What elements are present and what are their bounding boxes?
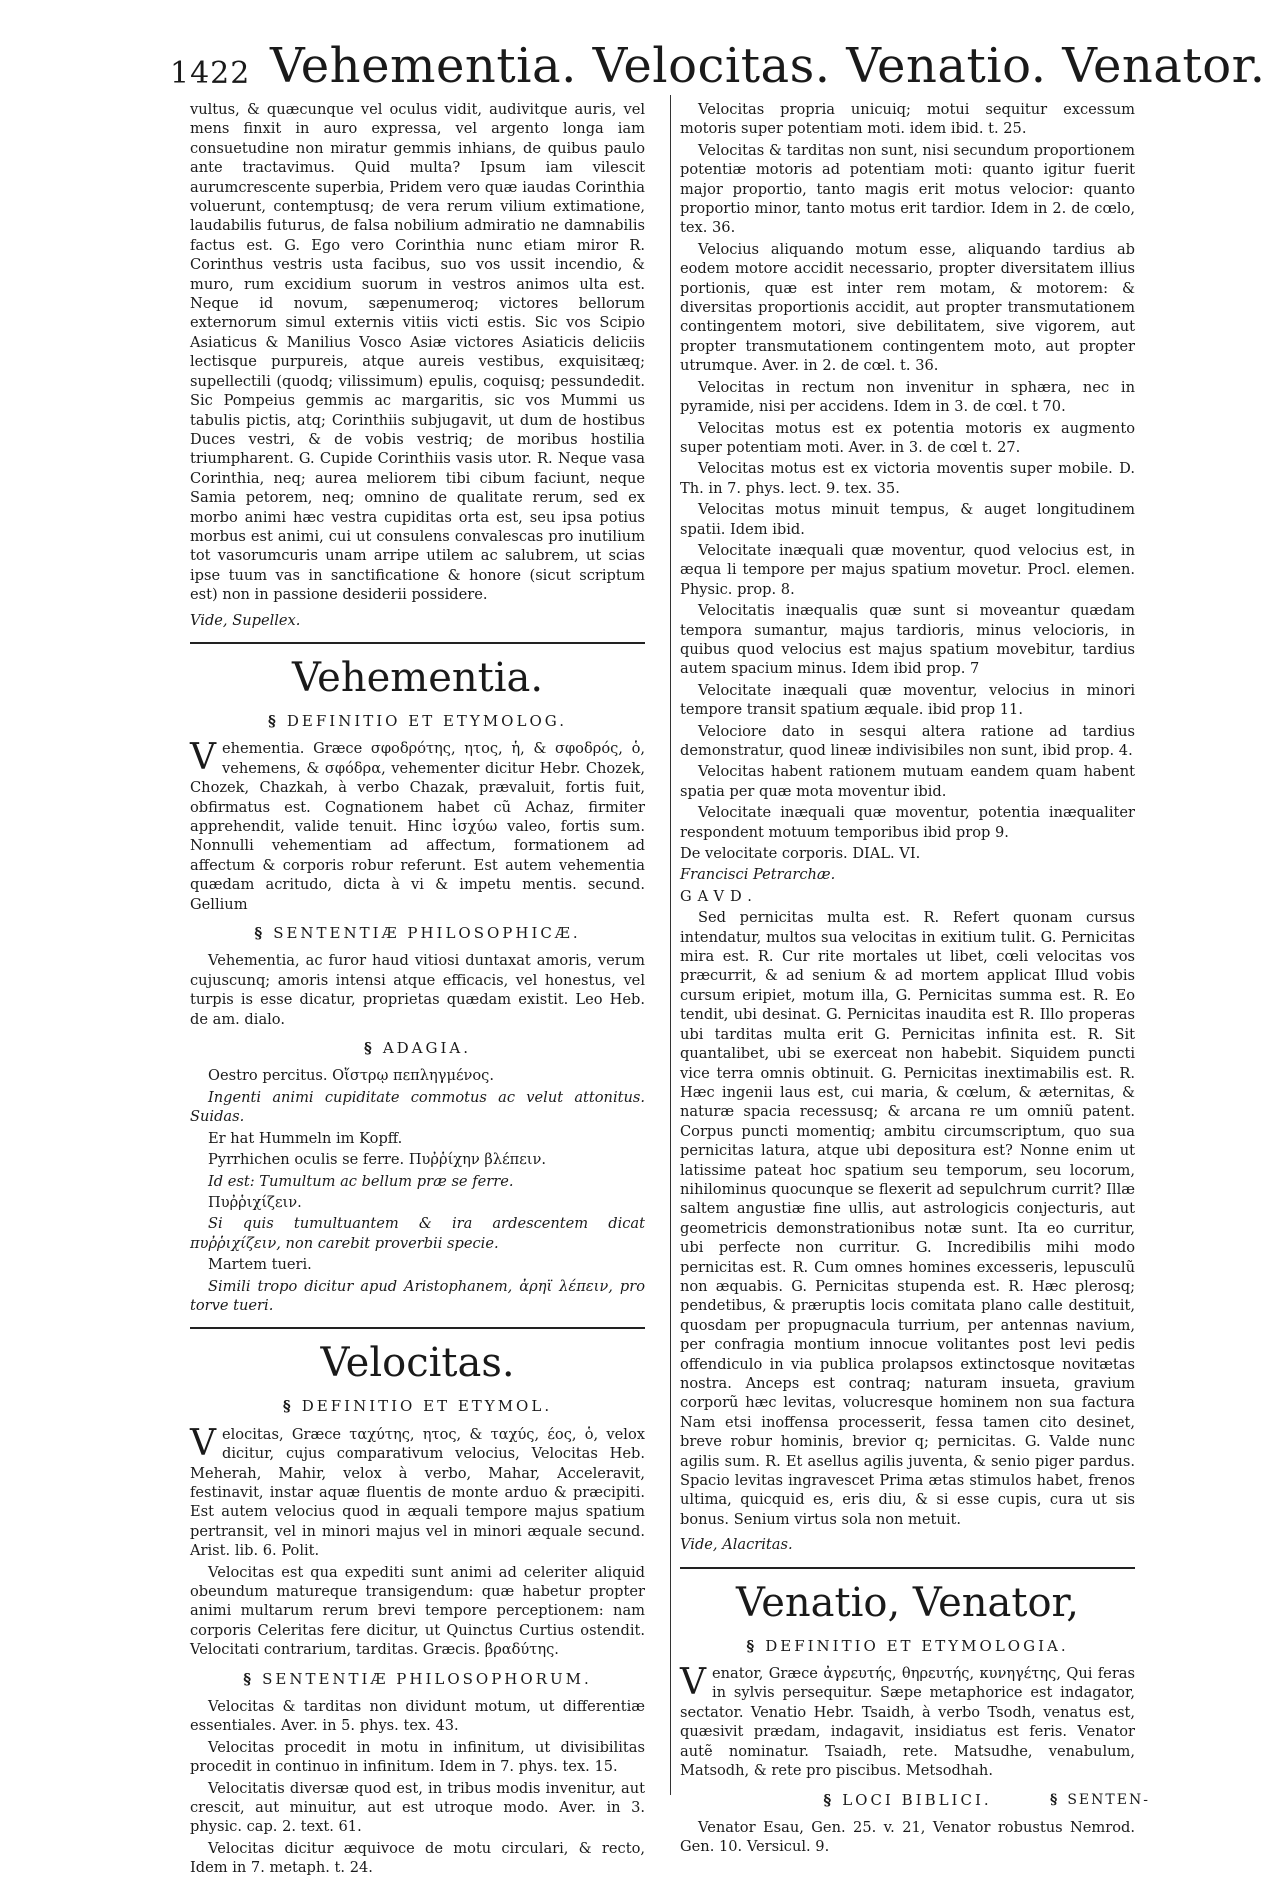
sentence-paragraph: Velocitas habent rationem mutuam eandem quam habent spatia per quæ mota moventur ibid. bbox=[680, 763, 1135, 800]
dialogue-paragraph: Sed pernicitas multa est. R. Refert quonam cursus intendatur, multos sua velocitas in exitium tulit. G. Pernicitas mira est. R. Cur rite mortales ut libet, cœli velocitas vos præcurrit, & ad senium & ad mortem applicat Illud vobis cursum eripiet, motum illa, G. Pernicitas summa est. R. Eo tendit, ubi desinat. G. Pernicitas inaudita est R. Illo properas ubi tarditas multa erit G. Pernicitas infinita est. R. Sit quantalibet, ubi se exerceat non habebit. Siquidem puncti vice terra omnis obtinuit. G. Pernicitas inextimabilis est. R. Hæc ingenii laus est, cui maria, & cœlum, & æternitas, & naturæ spacia recessusq; & arcana re um omniũ patent. Corpus puncti momentiq; ambitu circumscriptum, quo sua pernicitas latura, atque ubi depositura est? Nonne enim ut latissime pateat hoc spatium seu temporum, seu locorum, nihilominus quocunque se flexerit ad sepulchrum currit? Illæ saltem angustiæ fine ullis, aut astrologicis conjecturis, aut geometricis demonstrationibus notæ sunt. Ita eo curritur, ubi perfecte non curritur. G. Incredibilis mihi modo pernicitas est. R. Cum omnes homines excesseris, lepusculũ non æquabis. G. Pernicitas stupenda est. R. Hæc plerosq; pendetibus, & præruptis locis comitata plano calle destituit, quosdam per propugnacula turrium, per antennas navium, per confragia montium innocue volitantes post levi pedis offendiculo in via publica prolapsos extinctosque novitætas nostra. Anceps est contraq; naturam insueta, gravium corporũ hæc levitas, volucresque hominem non sua factura Nam etsi inoffensa processerit, fessa tamen cito desinet, breve robur hominis, brevior q; pernicitas. G. Valde nunc agilis sum. R. Et asellus agilis juventa, & senio piger pardus. Spacio levitas ingravescet Prima ætas stimulos habet, frenos ultima, quicquid es, eris diu, & si esse cupis, cura ut sis bonus. Senium virtus sola non metuit. bbox=[680, 909, 1135, 1528]
cross-reference: Vide, Supellex. bbox=[190, 611, 301, 629]
section-title-venatio: Venatio, Venator, bbox=[736, 1579, 1079, 1626]
dialogue-speaker: GAVD. bbox=[680, 887, 758, 905]
pilcrow-icon: § bbox=[243, 1669, 255, 1688]
section-rule bbox=[190, 1327, 645, 1329]
pilcrow-icon: § bbox=[282, 1397, 294, 1416]
section-rule bbox=[190, 642, 645, 644]
sentence-paragraph: Velocitas motus est ex potentia motoris ex augmento super potentiam moti. Aver. in 3. de cœl t. 27. bbox=[680, 419, 1135, 456]
sentence-paragraph: Velocitatis inæqualis quæ sunt si moveantur quædam tempora sumantur, majus tardioris, minus velocioris, in quibus quod velocius est majus spatium movebitur, tardius autem spacium minus. Idem ibid prop. 7 bbox=[680, 602, 1135, 678]
definition-paragraph: Velocitas, Græce ταχύτης, ητος, & ταχύς, έος, ὁ, velox dicitur, cujus comparativum velocius, Velocitas Heb. Meherah, Mahir, velox à verbo, Mahar, Acceleravit, festinavit, instar aquæ fluentis de monte arduo & præcipiti. Est autem velocius quod in æquali tempore majus spatium pertransit, vel in minori majus vel in minori æquale secund. Arist. lib. 6. Polit. bbox=[190, 1422, 645, 1560]
adage-line: Si quis tumultuantem & ira ardescentem dicat πυῤῥιχίζειν, non carebit proverbii specie. bbox=[190, 1215, 645, 1252]
subhead-sententiae: § SENTENTIÆ PHILOSOPHORUM. bbox=[243, 1669, 592, 1688]
sentence-paragraph: Vehementia, ac furor haud vitiosi duntaxat amoris, verum cujuscunq; amoris intensi atque efficacis, vel honestus, vel turpis is esse dicatur, proprietas quædam existit. Leo Heb. de am. dialo. bbox=[190, 952, 645, 1028]
sentence-paragraph: Velocitate inæquali quæ moventur, velocius in minori tempore transit spatium æquale. ibid prop 11. bbox=[680, 681, 1135, 719]
sentence-paragraph: Velocitas & tarditas non dividunt motum, ut differentiæ essentiales. Aver. in 5. phys. tex. 43. bbox=[190, 1698, 645, 1735]
sentence-paragraph: Velocitas procedit in motu in infinitum, ut divisibilitas procedit in continuo in infinitum. Idem in 7. phys. tex. 15. bbox=[190, 1738, 645, 1776]
subhead-sententiae: § SENTENTIÆ PHILOSOPHICÆ. bbox=[254, 924, 581, 943]
sentence-paragraph: Velocitas propria unicuiq; motui sequitur excessum motoris super potentiam moti. idem ibid. t. 25. bbox=[680, 101, 1135, 138]
subhead-definitio: § DEFINITIO ET ETYMOLOG. bbox=[268, 711, 567, 730]
sentence-paragraph: Velociore dato in sesqui altera ratione ad tardius demonstratur, quod lineæ indivisibiles non sunt, ibid prop. 4. bbox=[680, 722, 1135, 759]
biblical-reference: Venator Esau, Gen. 25. v. 21, Venator robustus Nemrod. Gen. 10. Versicul. 9. bbox=[680, 1818, 1135, 1856]
section-title-vehementia: Vehementia. bbox=[291, 654, 544, 701]
sentence-paragraph: Velocitatis diversæ quod est, in tribus modis invenitur, aut crescit, aut minuitur, aut est utroque modo. Aver. in 3. physic. cap. 2. text. 61. bbox=[190, 1779, 645, 1836]
subhead-loci-biblici: § LOCI BIBLICI. bbox=[823, 1790, 992, 1809]
pilcrow-icon: § bbox=[254, 924, 266, 943]
adage-line: Oestro percitus. Οἴστρῳ πεπληγμένος. bbox=[208, 1067, 494, 1085]
column-divider bbox=[670, 95, 671, 1795]
section-title-velocitas: Velocitas. bbox=[320, 1340, 515, 1387]
adage-line: Simili tropo dicitur apud Aristophanem, ἀρηϊ λέπειν, pro torve tueri. bbox=[190, 1277, 645, 1314]
sentence-paragraph: Velocitas motus est ex victoria moventis super mobile. D. Th. in 7. phys. lect. 9. tex. 35. bbox=[680, 460, 1135, 497]
subhead-definitio: § DEFINITIO ET ETYMOLOGIA. bbox=[746, 1636, 1069, 1655]
definition-paragraph: Velocitas est qua expediti sunt animi ad celeriter aliquid obeundum matureque transigendum: quæ habetur propter animi multarum rerum brevi tempore perceptionem: nam corporis Celeritas fere dicitur, ut Quinctus Curtius ostendit. Velocitati contrarium, tarditas. Græcis. βραδύτης. bbox=[190, 1563, 645, 1659]
pilcrow-icon: § bbox=[1050, 1792, 1060, 1808]
pilcrow-icon: § bbox=[268, 711, 279, 730]
subhead-adagia: § ADAGIA. bbox=[363, 1039, 472, 1058]
section-rule bbox=[680, 1567, 1135, 1569]
running-head: Vehementia. Velocitas. Venatio. Venator. bbox=[270, 38, 1266, 94]
sentence-paragraph: Velocitate inæquali quæ moventur, potentia inæqualiter respondent motuum temporibus ibid prop 9. bbox=[680, 804, 1135, 841]
sentence-paragraph: Velocitate inæquali quæ moventur, quod velocius est, in æqua li tempore per majus spatium movetur. Procl. elemen. Physic. prop. 8. bbox=[680, 541, 1135, 598]
right-column bbox=[680, 100, 1135, 1859]
catchword: § SENTEN- bbox=[1050, 1792, 1150, 1808]
adage-line: Ingenti animi cupiditate commotus ac velut attonitus. Suidas. bbox=[190, 1088, 645, 1126]
sentence-paragraph: Velocius aliquando motum esse, aliquando tardius ab eodem motore accidit necessario, propter diversitatem illius portionis, quæ est inter rem motam, & motorem: & diversitas proportionis accidit, aut propter transmutationem contingentem motori, sive debilitatem, sive vigorem, aut propter transmutationem contingentem moto, aut propter utrumque. Aver. in 2. de cœl. t. 36. bbox=[680, 240, 1135, 375]
pilcrow-icon: § bbox=[363, 1039, 375, 1058]
dialogue-author: Francisci Petrarchæ. bbox=[680, 866, 836, 884]
adage-line: Pyrrhichen oculis se ferre. Πυῤῥίχην βλέπειν. bbox=[208, 1151, 547, 1169]
sentence-paragraph: Velocitas dicitur æquivoce de motu circulari, & recto, Idem in 7. metaph. t. 24. bbox=[190, 1839, 645, 1877]
definition-paragraph: Venator, Græce ἀγρευτής, θηρευτής, κυνηγέτης, Qui feras in sylvis persequitur. Sæpe metaphorice est indagator, sectator. Venatio Hebr. Tsaidh, à verbo Tsodh, venatus est, quæsivit prædam, indagavit, insidiatus est feris. Venator autẽ nominatur. Tsaiadh, rete. Matsudhe, venabulum, Matsodh, & rete pro piscibus. Metsodhah. bbox=[680, 1662, 1135, 1780]
pilcrow-icon: § bbox=[823, 1790, 835, 1809]
adage-line: Id est: Tumultum ac bellum præ se ferre. bbox=[208, 1172, 514, 1190]
adage-line: Martem tueri. bbox=[208, 1256, 312, 1274]
page-number: 1422 bbox=[170, 56, 251, 91]
sentence-paragraph: Velocitas in rectum non invenitur in sphæra, nec in pyramide, nisi per accidens. Idem in 3. de cœl. t 70. bbox=[680, 378, 1135, 416]
definition-paragraph: Vehementia. Græce σφοδρότης, ητος, ἡ, & σφοδρός, ὁ, vehemens, & σφόδρα, vehementer dicitur Hebr. Chozek, Chozek, Chazkah, à verbo Chazak, prævaluit, fortis fuit, obfirmatus est. Cognationem habet cũ Achaz, firmiter apprehendit, valide tenuit. Hinc ἰσχύω valeo, fortis sum. Nonnulli vehementiam ad affectum, formationem ad affectum & corporis robur referunt. Est autem vehementia quædam acritudo, dicta à vi & impetu mentis. secund. Gellium bbox=[190, 737, 645, 913]
subhead-definitio: § DEFINITIO ET ETYMOL. bbox=[282, 1397, 553, 1416]
dialogue-heading: De velocitate corporis. DIAL. VI. bbox=[680, 845, 921, 863]
sentence-paragraph: Velocitas & tarditas non sunt, nisi secundum proportionem potentiæ motoris ad potentiam moti: quanto igitur fuerit major proportio, tanto magis erit motus velocior: quanto proportio minor, tanto motus erit tardior. Idem in 2. de cœlo, tex. 36. bbox=[680, 141, 1135, 237]
cross-reference: Vide, Alacritas. bbox=[680, 1536, 793, 1554]
sentence-paragraph: Velocitas motus minuit tempus, & auget longitudinem spatii. Idem ibid. bbox=[680, 501, 1135, 538]
pilcrow-icon: § bbox=[746, 1636, 758, 1655]
intro-paragraph: vultus, & quæcunque vel oculus vidit, audivitque auris, vel mens finxit in auro expressa, vel argento longa iam consuetudine non miratur gemmis inhians, de quibus paulo ante tractavimus. Quid multa? Ipsum iam vilescit aurumcrescente superbia, Pridem vero quæ iaudas Corinthia voluerunt, contemptusq; de vera rerum vilium extimatione, laudabilis futurus, de falsa nobilium admiratio ne damnabilis factus est. G. Ego vero Corinthia nunc etiam miror R. Corinthus vestris usta facibus, suo vos ussit incendio, & muro, rum excidium suorum in vestros animos ulta est. Neque id novum, sæpenumeroq; victores bellorum externorum simul externis vitiis victi estis. Sic vos Scipio Asiaticus & Manilius Vosco Asiæ victores Asiaticis deliciis lectisque purpureis, atque aureis vestibus, exquisitæq; supellectili (quodq; vilissimum) epulis, coquisq; pessundedit. Sic Pompeius gemmis ac margaritis, sic vos Mummi us tabulis pictis, atq; Corinthiis subjugavit, ut dum de hostibus Duces vestri, & de vobis vestriq; de moribus hostilia triumpharent. G. Cupide Corinthiis vasis utor. R. Neque vasa Corinthia, neq; aurea meliorem tibi cibum faciunt, neque Samia petorem, neq; omnino de qualitate rerum, sed ex morbo animi hæc vestra cupiditas orta est, seu ipsa potius morbus est animi, cui ut consulens convalescas pro inutilium tot vasorumcuris unam arripe utilem ac salubrem, ut scias ipse tuum vas in sanctificatione & honore (sicut scriptum est) non in passione desiderii possidere. bbox=[190, 101, 645, 604]
left-column bbox=[190, 100, 645, 1880]
adage-line: Er hat Hummeln im Kopff. bbox=[208, 1129, 403, 1147]
adage-line: Πυῤῥιχίζειν. bbox=[208, 1193, 302, 1211]
